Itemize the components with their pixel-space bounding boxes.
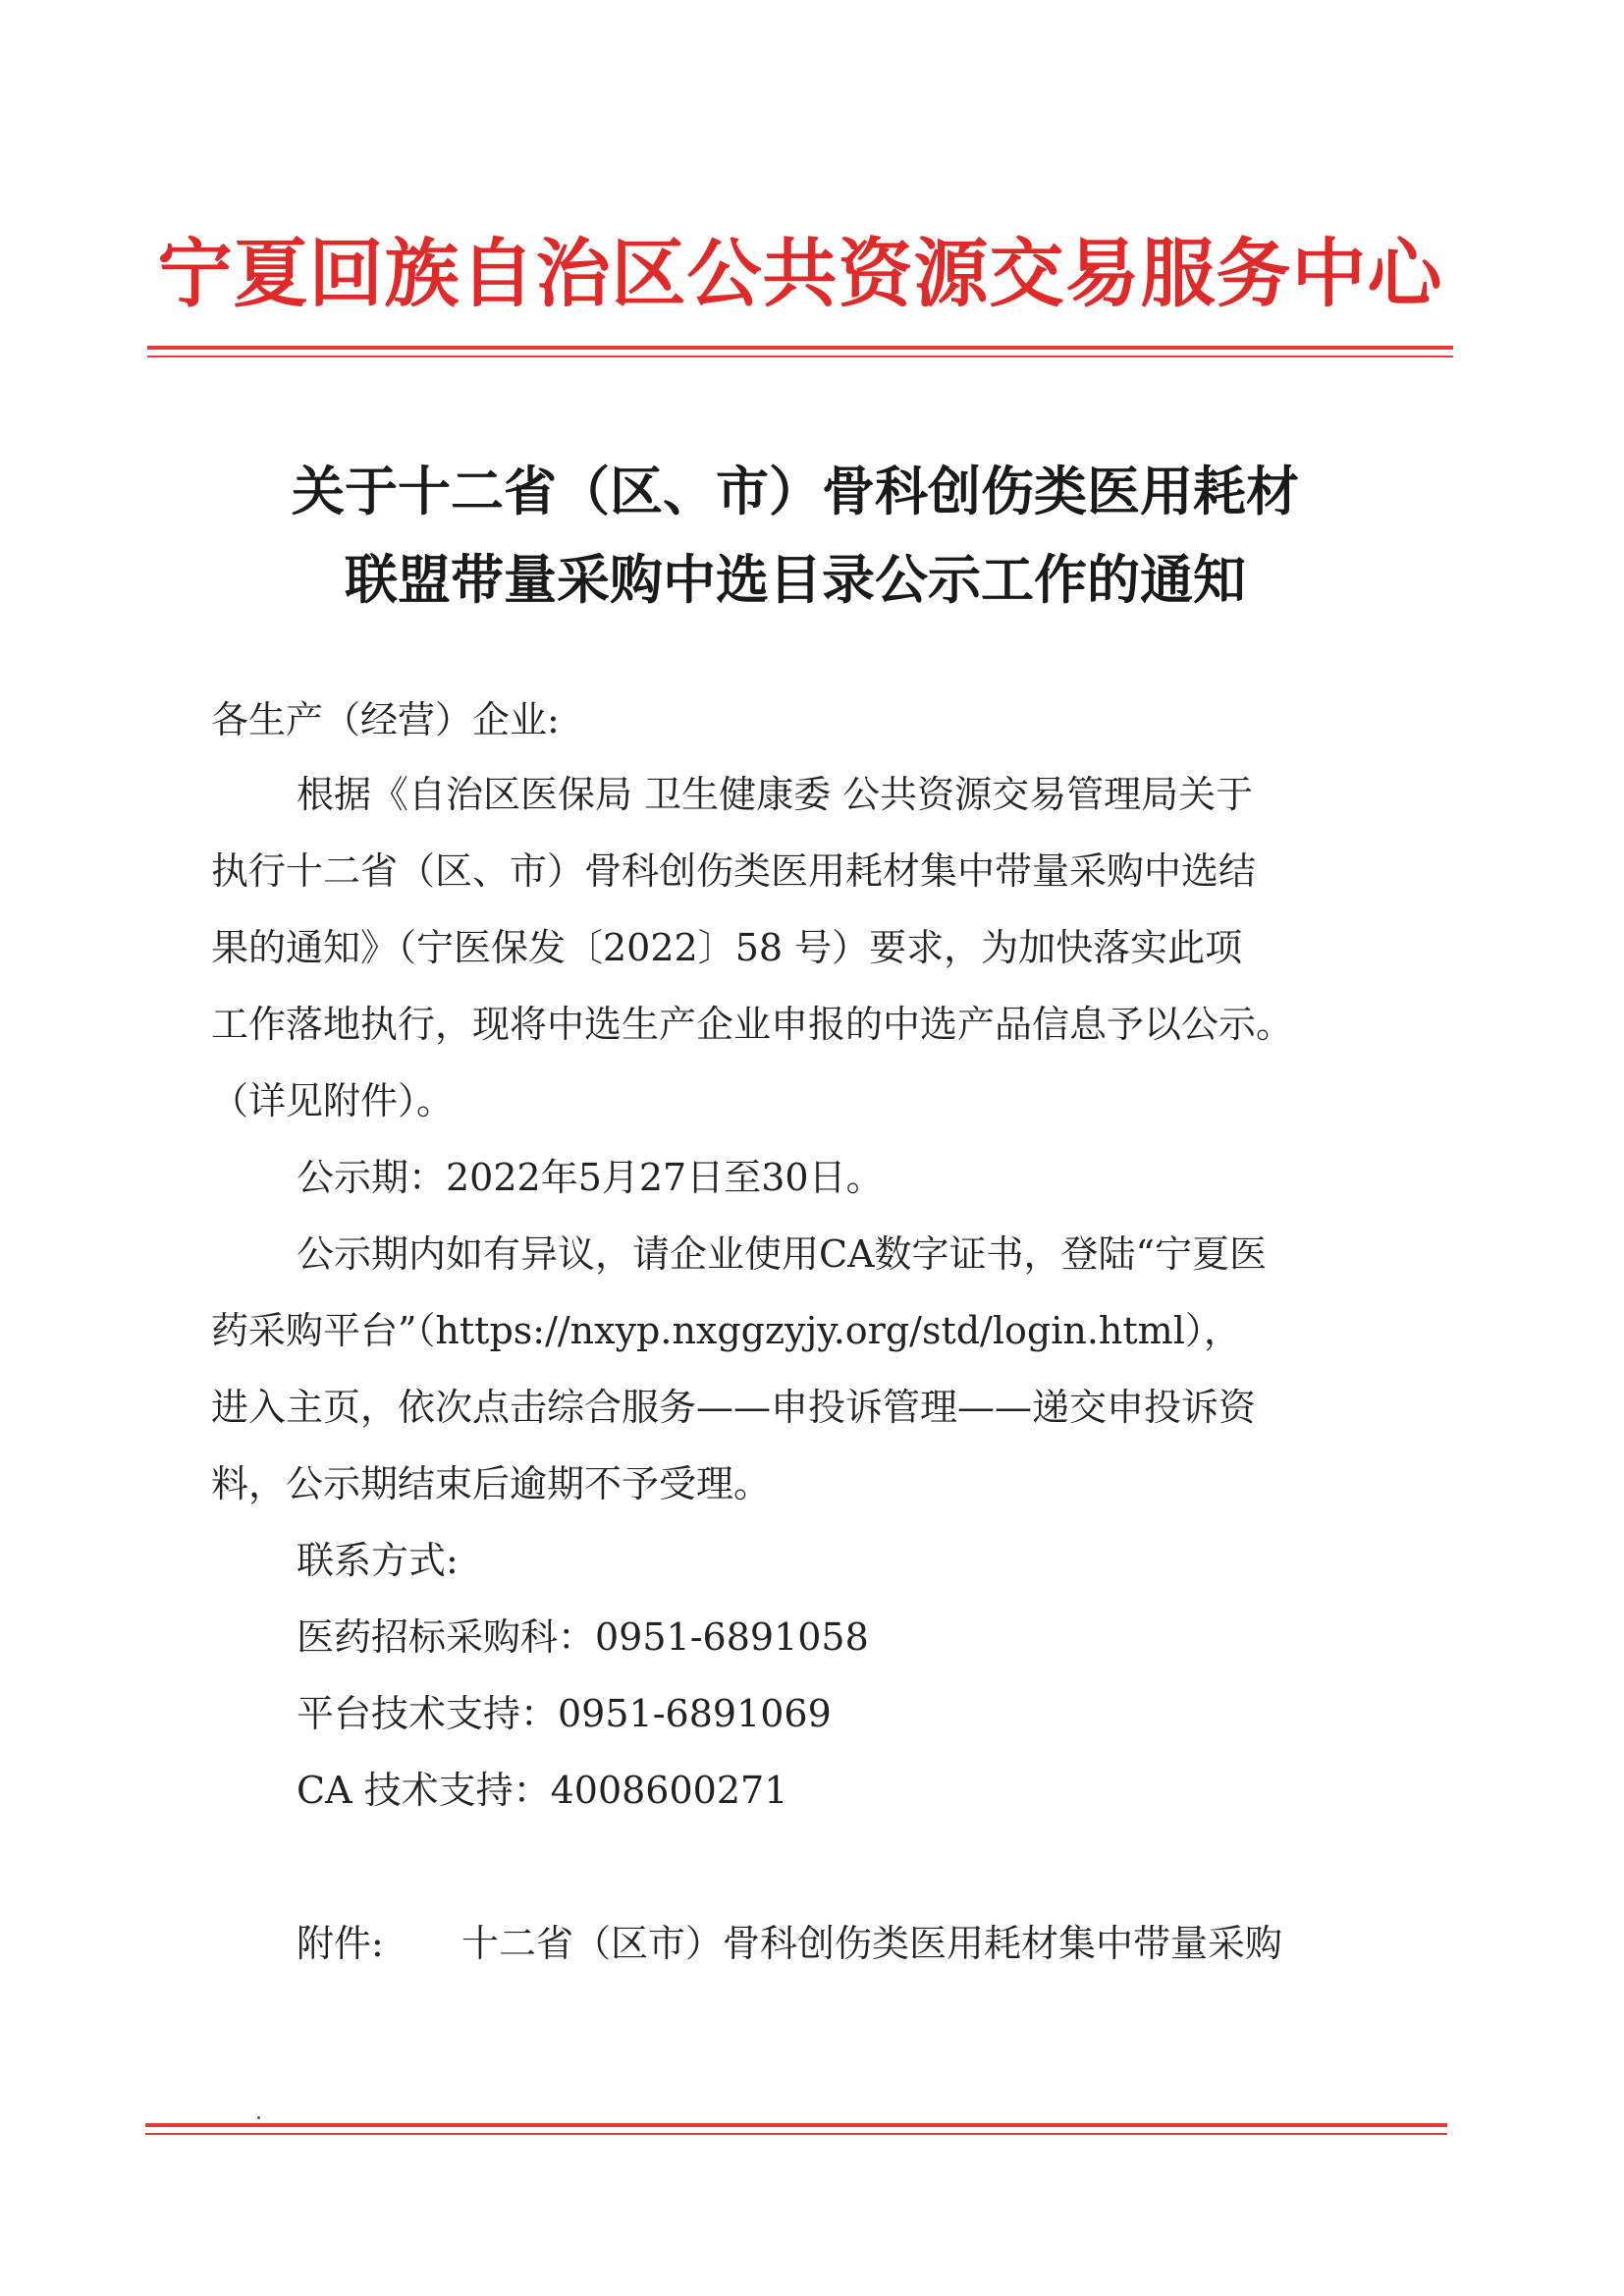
attachment-text: 十二省（区市）骨科创伤类医用耗材集中带量采购 [461, 1922, 1283, 1965]
paragraph-line: 料，公示期结束后逾期不予受理。 [211, 1462, 772, 1505]
publicity-period: 公示期：2022年5月27日至30日。 [297, 1156, 884, 1199]
paragraph-line: （详见附件）。 [211, 1079, 455, 1122]
contact-procurement: 医药招标采购科：0951-6891058 [297, 1615, 869, 1659]
contact-platform-support: 平台技术支持：0951-6891069 [297, 1692, 832, 1735]
paragraph-line: 进入主页，依次点击综合服务——申投诉管理——递交申投诉资 [211, 1386, 1257, 1429]
contact-ca-support: CA 技术支持：4008600271 [297, 1769, 788, 1812]
contact-heading: 联系方式: [297, 1539, 459, 1582]
footer-rule-thin [145, 2133, 1447, 2135]
paragraph-line: 公示期内如有异议，请企业使用CA数字证书，登陆“宁夏医 [297, 1232, 1267, 1276]
paragraph-line: 根据《自治区医保局 卫生健康委 公共资源交易管理局关于 [297, 773, 1254, 816]
paragraph-line: 果的通知》（宁医保发〔2022〕58 号）要求，为加快落实此项 [211, 926, 1243, 969]
letterhead-org-name: 宁夏回族自治区公共资源交易服务中心 [157, 230, 1443, 317]
notice-title-line-2: 联盟带量采购中选目录公示工作的通知 [345, 549, 1246, 611]
scan-speck [257, 2116, 260, 2119]
footer-rule-thick [145, 2123, 1447, 2127]
salutation: 各生产（经营）企业: [211, 698, 560, 741]
platform-url-line: 药采购平台”（https://nxyp.nxggzyjy.org/std/login.html）， [211, 1309, 1241, 1352]
notice-title-line-1: 关于十二省（区、市）骨科创伤类医用耗材 [292, 461, 1299, 522]
attachment-label: 附件: [297, 1922, 384, 1965]
paragraph-line: 工作落地执行，现将中选生产企业申报的中选产品信息予以公示。 [211, 1003, 1294, 1046]
letterhead-rule-thick [147, 346, 1453, 350]
paragraph-line: 执行十二省（区、市）骨科创伤类医用耗材集中带量采购中选结 [211, 849, 1257, 893]
letterhead-rule-thin [147, 355, 1453, 357]
